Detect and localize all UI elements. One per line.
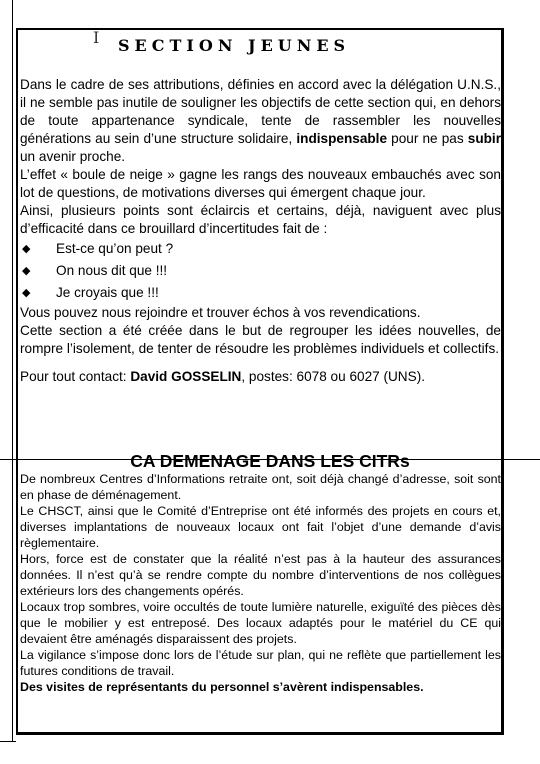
- demenagement-title: CA DEMENAGE DANS LES CITRs: [130, 451, 410, 471]
- paragraph: Ainsi, plusieurs points sont éclaircis et certains, déjà, naviguent avec plus d’efficacité dans ce brouillard d’incertitudes fait de :: [20, 203, 501, 236]
- paragraph: Vous pouvez nous rejoindre et trouver échos à vos revendications.: [20, 305, 421, 320]
- text: , postes: 6078 ou 6027 (UNS).: [241, 369, 425, 384]
- list-item: [20, 282, 501, 304]
- list-item-text: Je croyais que !!!: [56, 285, 159, 300]
- paragraph: Le CHSCT, ainsi que le Comité d’Entreprise ont été informés des projets en cours et, diverses implantations de nouveaux locaux ont fait l’objet d’une demande d’avis règlementaire.: [20, 504, 501, 550]
- text: un avenir proche.: [20, 149, 126, 164]
- list-item-text: Est-ce qu’on peut ?: [56, 241, 174, 256]
- paragraph: Locaux trop sombres, voire occultés de toute lumière naturelle, exiguïté des pièces dès que le mobilier y est entreposé. Des locaux adaptés pour le matériel du CE qui devaient être aménagés disparaissent des projets.: [20, 600, 501, 646]
- list-item: [20, 238, 501, 260]
- contact-line: [20, 368, 501, 386]
- list-item-text: On nous dit que !!!: [56, 263, 168, 278]
- contact-name: David GOSSELIN: [130, 369, 242, 384]
- paragraph: Cette section a été créée dans le but de regrouper les idées nouvelles, de rompre l’isolement, de tenter de résoudre les problèmes individuels et collectifs.: [20, 323, 501, 356]
- text-cursor-icon: I: [93, 28, 100, 47]
- diamond-bullet-icon: ◆: [22, 265, 31, 277]
- diamond-bullet-icon: ◆: [22, 287, 31, 299]
- list-item: [20, 260, 501, 282]
- text: Pour tout contact:: [20, 369, 131, 384]
- section-jeunes-title: SECTION JEUNES: [118, 36, 351, 55]
- demenagement-body: [20, 471, 501, 695]
- paragraph: Hors, force est de constater que la réalité n’est pas à la hauteur des assurances données. Il n’est qu’à se rendre compte du nombre d’interventions de nos collègues extérieurs lors des changements opérés.: [20, 552, 501, 598]
- closing-statement: Des visites de représentants du personnel s’avèrent indispensables.: [20, 680, 424, 694]
- page-bottom-guide: [0, 741, 16, 742]
- paragraph: De nombreux Centres d’Informations retraite ont, soit déjà changé d’adresse, soit sont en phase de déménagement.: [20, 472, 501, 502]
- bold-text: subir: [467, 131, 501, 146]
- paragraph: La vigilance s’impose donc lors de l’étude sur plan, qui ne reflète que partiellement les futures conditions de travail.: [20, 648, 501, 678]
- section-jeunes-body: [20, 76, 501, 386]
- paragraph: [20, 76, 501, 166]
- paragraph: L’effet « boule de neige » gagne les rangs des nouveaux embauchés avec son lot de questions, de motivations diverses qui émergent chaque jour.: [20, 167, 501, 200]
- diamond-bullet-icon: ◆: [22, 243, 31, 255]
- text: Dans le cadre de ses attributions, définies en accord avec la délégation U.N.S., il ne semble pas inutile de souligner les objectifs de cette section qui, en dehors de toute appartenance syndicale, tente de rassembler les nouvelles générations au sein d’une structure solidaire,: [20, 77, 501, 146]
- page-margin-guide: [12, 0, 13, 742]
- bold-text: indispensable: [296, 131, 388, 146]
- text: pour ne pas: [387, 131, 468, 146]
